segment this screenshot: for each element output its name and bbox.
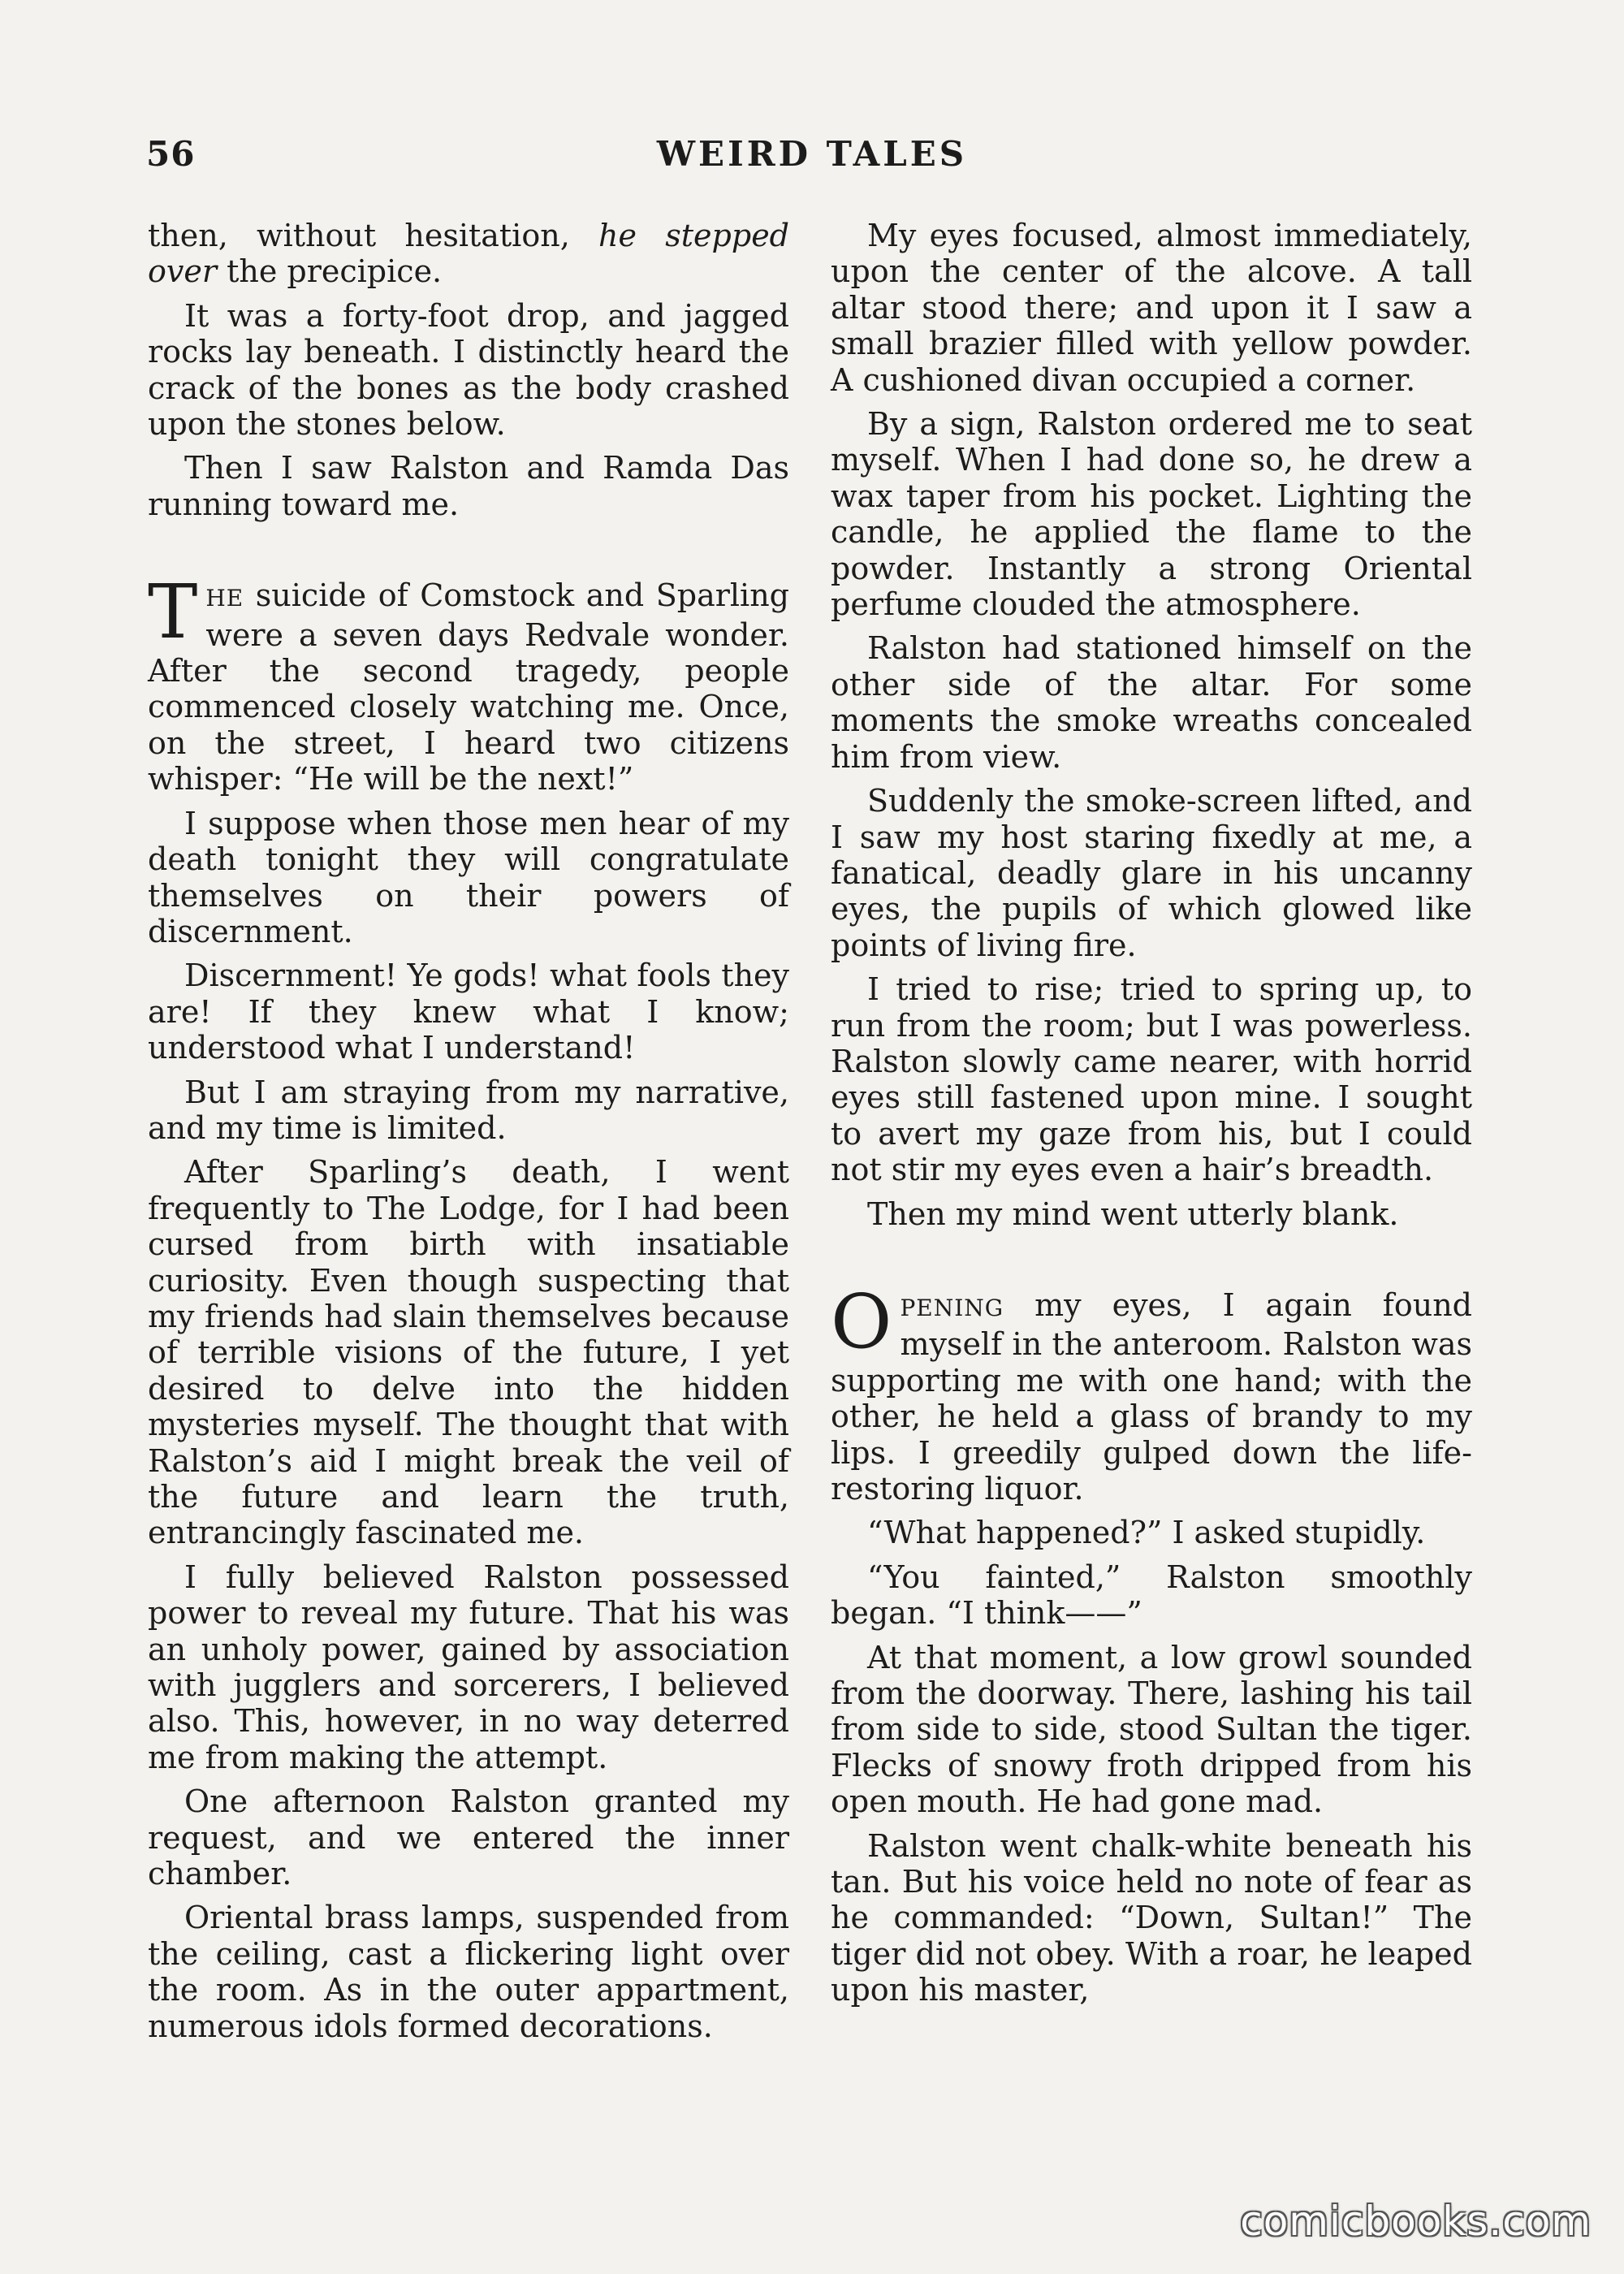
paragraph: “You fainted,” Ralston smoothly began. “I think——” [831, 1559, 1472, 1632]
paragraph: My eyes focused, almost immediately, upon the center of the alcove. A tall altar stood there; and upon it I saw a small brazier filled with yellow powder. A cushioned divan occupied a corner. [831, 218, 1472, 398]
paragraph: I suppose when those men hear of my death tonight they will congratulate themselves on their powers of discernment. [148, 805, 789, 949]
paragraph: Then I saw Ralston and Ramda Das running toward me. [148, 450, 789, 522]
paragraph: Discernment! Ye gods! what fools they are! If they knew what I know; understood what I understand! [148, 958, 789, 1066]
paragraph: Ralston had stationed himself on the other side of the altar. For some moments the smoke wreaths concealed him from view. [831, 630, 1472, 775]
section-paragraph: THE suicide of Comstock and Sparling were a seven days Redvale wonder. After the second tragedy, people commenced closely watching me. Once, on the street, I heard two citizens whisper: “He will be the next!” [148, 568, 789, 798]
paragraph: Oriental brass lamps, suspended from the ceiling, cast a flickering light over the room. As in the outer appartment, numerous idols formed decorations. [148, 1900, 789, 2044]
paragraph: then, without hesitation, he stepped over the precipice. [148, 218, 790, 290]
section-break [831, 1240, 1472, 1287]
drop-cap: T [148, 568, 198, 656]
paragraph: It was a forty-foot drop, and jagged rocks lay beneath. I distinctly heard the crack of the bones as the body crashed upon the stones below. [148, 297, 789, 443]
paragraph: Ralston went chalk-white beneath his tan. But his voice held no note of fear as he commanded: “Down, Sultan!” The tiger did not obey. With a roar, he leaped upon his master, [831, 1827, 1472, 2008]
paragraph: Then my mind went utterly blank. [867, 1195, 1399, 1232]
paragraph: After Sparling’s death, I went frequently to The Lodge, for I had been cursed from birth with insatiable curiosity. Even though suspecting that my friends had slain themselves because of terrible visions of the future, I yet desired to delve into the hidden mysteries myself. The thought that with Ralston’s aid I might break the veil of the future and learn the truth, entrancingly fascinated me. [148, 1154, 789, 1551]
paragraph: “What happened?” I asked stupidly. [867, 1515, 1426, 1551]
paragraph: I fully believed Ralston possessed power to reveal my future. That his was an unholy power, gained by association with jugglers and sorcerers, I believed also. This, however, in no way deterred me from making the attempt. [148, 1559, 789, 1775]
left-column [148, 218, 789, 2052]
right-column [831, 218, 1472, 2017]
page-number: 56 [146, 134, 196, 174]
section-break [148, 530, 789, 577]
paragraph: At that moment, a low growl sounded from the doorway. There, lashing his tail from side to side, stood Sultan the tiger. Flecks of snowy froth dripped from his open mouth. He had gone mad. [831, 1639, 1472, 1820]
paragraph: I tried to rise; tried to spring up, to run from the room; but I was powerless. Ralston slowly came nearer, with horrid eyes still fastened upon mine. I sought to avert my gaze from his, but I could not stir my eyes even a hair’s breadth. [831, 971, 1472, 1188]
paragraph: One afternoon Ralston granted my request, and we entered the inner chamber. [148, 1783, 789, 1892]
paragraph: But I am straying from my narrative, and my time is limited. [148, 1074, 789, 1146]
paragraph: By a sign, Ralston ordered me to seat myself. When I had done so, he drew a wax taper from his pocket. Lighting the candle, he applied the flame to the powder. Instantly a strong Oriental perfume clouded the atmosphere. [831, 406, 1472, 623]
paragraph: Suddenly the smoke-screen lifted, and I saw my host staring fixedly at me, a fanatical, deadly glare in his uncanny eyes, the pupils of which glowed like points of living fire. [831, 783, 1472, 963]
watermark: comicbooks.com [1240, 2198, 1592, 2245]
running-title: WEIRD TALES [656, 134, 968, 174]
drop-cap: O [831, 1278, 892, 1365]
section-paragraph: OPENING my eyes, I again found myself in the anteroom. Ralston was supporting me with one hand; with the other, he held a glass of brandy to my lips. I greedily gulped down the life-restoring liquor. [831, 1278, 1472, 1507]
